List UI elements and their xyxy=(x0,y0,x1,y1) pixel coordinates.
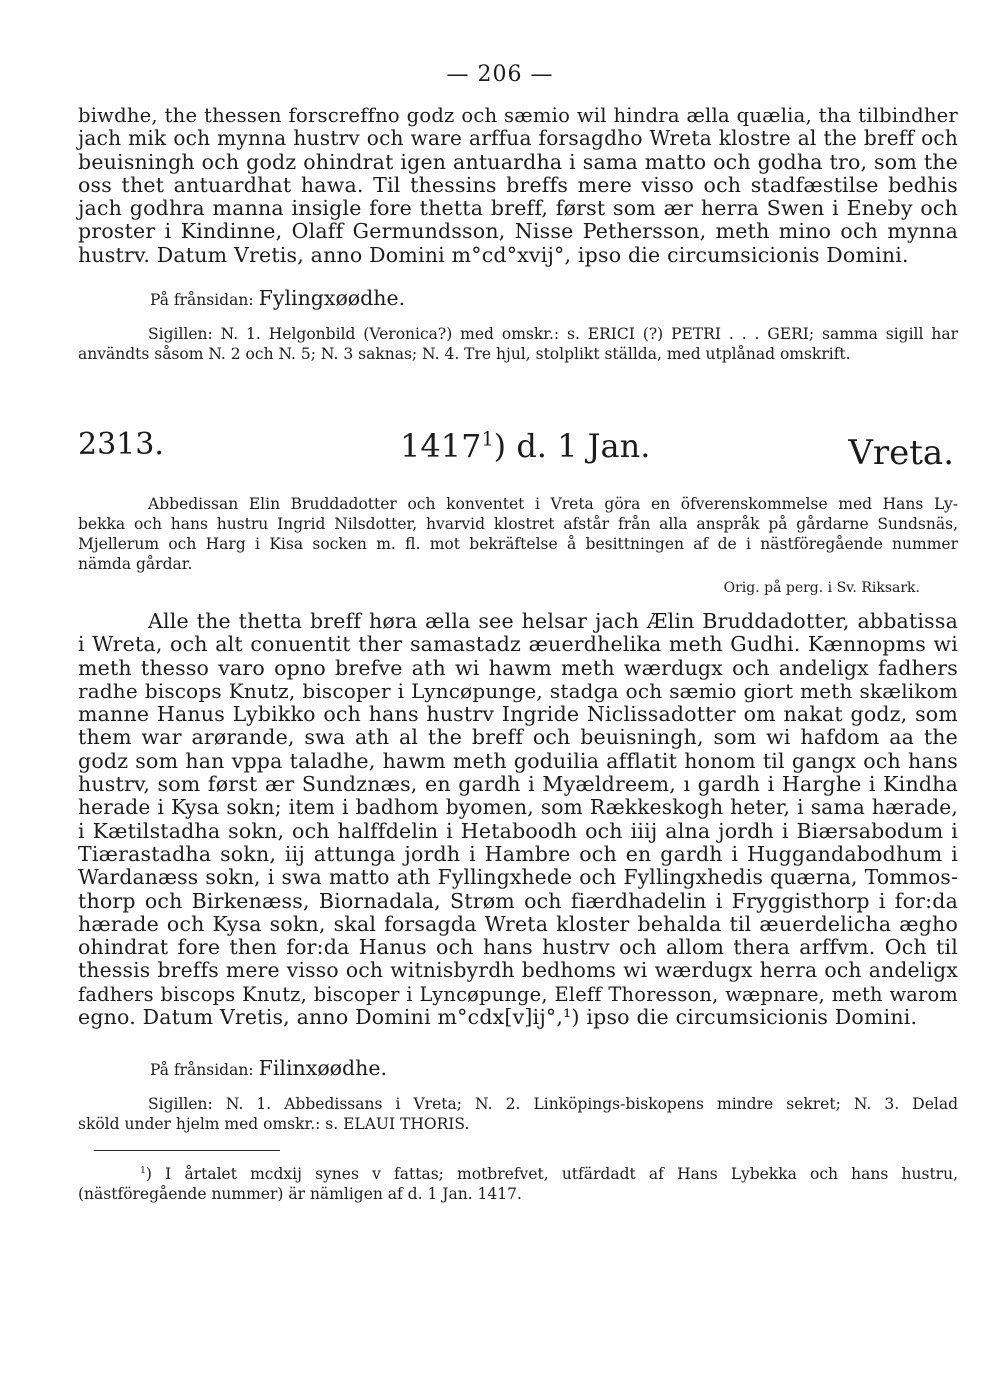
entry-year: 1417 xyxy=(400,427,482,465)
letter-line: meth thesso varo opno brefve ath wi hawm meth wærdugx och andeligx fadhers xyxy=(78,655,958,680)
letter-line: i Kætilstadha sokn, och halffdelin i Hetaboodh och iiij alna jordh i Biærsabodum i xyxy=(78,818,958,843)
footnote-divider xyxy=(94,1150,280,1151)
letter-line: hærade och Kysa sokn, skal forsagda Wreta kloster behalda til æuerdelicha ægho xyxy=(78,911,958,936)
fransidan-value: Fylingxøødhe. xyxy=(258,286,406,310)
letter-line: godz som han vppa taladhe, hawm meth goduilia afflatit honom til gangx och hans xyxy=(78,748,958,773)
letter-line: fadhers biscops Knutz, biscoper i Lyncøpunge, Eleff Thoresson, wæpnare, meth warom xyxy=(78,982,958,1006)
letter-line: herade i Kysa sokn; item i badhom byomen, som Rækkeskogh heter, i sama hærade, xyxy=(78,795,958,820)
letter-line: radhe biscops Knutz, biscoper i Lyncøpunge, stadga och sæmio giort meth skælikom xyxy=(78,678,958,703)
top-fransidan xyxy=(150,286,850,310)
text-line: jach godhra manna insigle fore thetta breff, først som ær herra Swen i Eneby och xyxy=(78,196,958,221)
fransidan-value: Filinxøødhe. xyxy=(258,1056,387,1080)
text-line: biwdhe, the thessen forscreffno godz och sæmio wil hindra ælla quælia, tha tilbindher xyxy=(78,104,958,127)
seals-line: användts såsom N. 2 och N. 5; N. 3 saknas; N. 4. Tre hjul, stolplikt ställda, med utplånad omskrift. xyxy=(78,345,851,363)
bottom-seals-note xyxy=(78,1094,958,1134)
letter-line: ohindrat fore then for:da Hanus och hans hustrv och allom thera arffvm. Och til xyxy=(78,935,958,960)
top-paragraph xyxy=(78,104,958,267)
footnote-line: (nästföregående nummer) är nämligen af d. 1 Jan. 1417. xyxy=(78,1185,522,1203)
entry-date-rest: ) d. 1 Jan. xyxy=(493,427,651,465)
top-seals-note xyxy=(78,324,958,364)
letter-line: i Wreta, och alt conuentit ther samastadz æuerdhelika meth Gudhi. Kænnopms wi xyxy=(78,632,958,657)
fransidan-label: På frånsidan: xyxy=(150,291,254,309)
seals-line: Sigillen: N. 1. Helgonbild (Veronica?) med omskr.: s. ERICI (?) PETRI . . . GERI; samma sigill har xyxy=(148,325,958,343)
letter-text xyxy=(78,610,958,1029)
text-line: hustrv. Datum Vretis, anno Domini m°cd°xvij°, ipso die circumsicionis Domini. xyxy=(78,242,909,267)
page-number: — 206 — xyxy=(446,62,554,87)
text-line: jach mik och mynna hustrv och ware arffua forsagdho Wreta klostre al the breff och xyxy=(78,126,958,151)
entry-date xyxy=(400,427,650,465)
letter-line: thorp och Birkenæss, Biornadala, Strøm och fiærdhadelin i Fryggisthorp i for:da xyxy=(78,888,958,913)
footnote-mark: 1 xyxy=(140,1164,146,1176)
summary-line: Abbedissan Elin Bruddadotter och konventet i Vreta göra en öfverenskommelse med Hans Ly- xyxy=(148,495,958,513)
letter-line: thessis breffs mere visso och witnisbyrdh bedhoms wi wærdugx herra och andeligx xyxy=(78,958,958,983)
text-line: beuisningh och godz ohindrat igen antuardha i sama matto och godha tro, som the xyxy=(78,149,958,174)
footnote-text: ) I årtalet mcdxij synes v fattas; motbrefvet, utfärdadt af Hans Lybekka och hans hustru, xyxy=(145,1165,958,1183)
letter-line: Alle the thetta breff høra ælla see helsar jach Ælin Bruddadotter, abbatissa xyxy=(148,609,958,633)
letter-line: hustrv, som først ær Sundznæs, en gardh i Myældreem, ı gardh i Harghe i Kindha xyxy=(78,772,958,797)
source-note: Orig. på perg. i Sv. Riksark. xyxy=(723,580,920,596)
letter-line: manne Hanus Lybikko och hans hustrv Ingride Niclissadotter om nakat godz, som xyxy=(78,702,958,727)
letter-line: them war arørande, swa ath al the breff och beuisningh, som wi hafdom aa the xyxy=(78,725,958,750)
seals-line: sköld under hjelm med omskr.: s. ELAUI THORIS. xyxy=(78,1115,470,1133)
entry-heading xyxy=(78,425,958,475)
letter-fransidan xyxy=(150,1056,850,1080)
summary-line: bekka och hans hustru Ingrid Nilsdotter, hvarvid klostret afstår från alla anspråk på gårdarne Sundsnäs, xyxy=(78,515,958,533)
text-line: proster i Kindinne, Olaff Germundsson, Nisse Pethersson, meth mino och mynna xyxy=(78,219,958,244)
entry-summary xyxy=(78,494,958,574)
letter-line: Wardanæss sokn, i swa matto ath Fyllingxhede och Fyllingxhedis quærna, Tommos- xyxy=(78,865,958,890)
summary-line: Mjellerum och Harg i Kisa socken m. fl. mot bekräftelse å besittningen af de i nästföregående nummer xyxy=(78,535,958,553)
letter-line: Tiærastadha sokn, iij attunga jordh i Hambre och en gardh i Huggandabodhum i xyxy=(78,841,958,866)
footnote-mark: 1 xyxy=(481,427,494,451)
fransidan-label: På frånsidan: xyxy=(150,1061,254,1079)
footnote xyxy=(78,1164,958,1204)
text-line: oss thet antuardhat hawa. Til thessins breffs mere visso och stadfæstilse bedhis xyxy=(78,172,958,197)
entry-number: 2313. xyxy=(78,427,164,462)
seals-line: Sigillen: N. 1. Abbedissans i Vreta; N. 2. Linköpings-biskopens mindre sekret; N. 3. Delad xyxy=(148,1095,958,1113)
letter-line: egno. Datum Vretis, anno Domini m°cdx[v]ij°,¹) ipso die circumsicionis Domini. xyxy=(78,1005,918,1030)
footnote-line xyxy=(78,1164,958,1184)
entry-place: Vreta. xyxy=(848,433,954,473)
summary-line: nämda gårdar. xyxy=(78,555,193,573)
